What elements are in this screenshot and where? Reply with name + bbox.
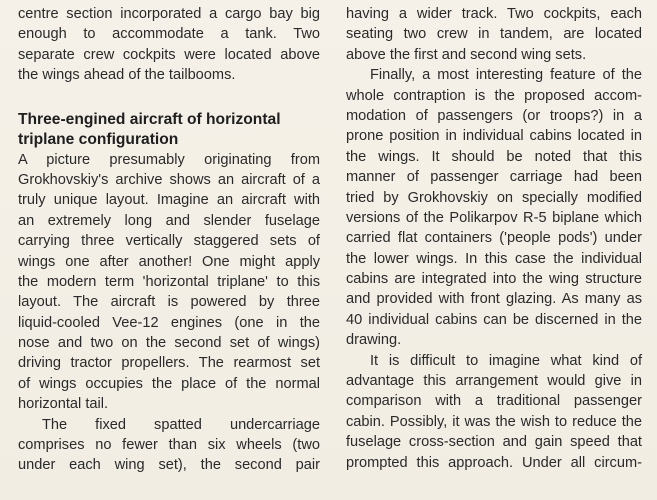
text-line: horizontal tail. <box>18 396 109 413</box>
section-heading <box>18 110 320 150</box>
text-line: driving tractor propellers. The rearmost set <box>18 355 320 372</box>
text-line: separate crew cockpits were located above <box>18 46 320 63</box>
text-line: liquid-cooled Vee-12 engines (one in the <box>18 314 320 331</box>
text-line: an extremely long and slender fuselage <box>18 212 320 229</box>
text-line: nose and two on the second set of wings) <box>18 335 320 352</box>
section-gap <box>18 86 320 110</box>
text-line: the wings. It should be noted that this <box>346 148 642 165</box>
text-line: under each wing set), the second pair <box>18 457 320 474</box>
text-line: enough to accommodate a tank. Two <box>18 26 320 43</box>
heading-line: Three-engined aircraft of horizontal <box>18 110 281 128</box>
text-line: Finally, a most interesting feature of the <box>370 67 642 84</box>
text-line: of wings occupies the place of the normal <box>18 375 320 392</box>
text-line: A picture presumably originating from <box>18 151 320 168</box>
text-line: Grokhovskiy's archive shows an aircraft of a <box>18 171 320 188</box>
text-line: modation of passengers (or troops?) in a <box>346 107 642 124</box>
heading-line: triplane configuration <box>18 130 179 148</box>
text-line: centre section incorporated a cargo bay big <box>18 6 320 22</box>
text-line: and provided with front glazing. As many as <box>346 291 642 308</box>
text-line: carrying three vertically staggered sets of <box>18 233 320 250</box>
text-line: comparison with a traditional passenger <box>346 393 642 410</box>
text-line: having a wider track. Two cockpits, each <box>346 6 642 22</box>
text-line: tried by Grokhovskiy on specially modified <box>346 189 642 206</box>
text-line: layout. The aircraft is powered by three <box>18 294 320 311</box>
text-line: prompted this approach. Under all circum- <box>346 454 642 471</box>
text-line: wings one after another! One might apply <box>18 253 320 270</box>
text-line: whole contraption is the proposed accom- <box>346 87 642 104</box>
text-line: fuselage cross-section and gain speed that <box>346 434 642 451</box>
text-line: the lower wings. In this case the individual <box>346 250 642 267</box>
text-line: above the first and second wing sets. <box>346 46 587 63</box>
text-line: truly unique layout. Imagine an aircraft with <box>18 192 320 209</box>
text-line: prone position in individual cabins located in <box>346 128 642 145</box>
text-line: The fixed spatted undercarriage <box>42 416 320 433</box>
text-line: drawing. <box>346 332 402 349</box>
text-line: advantage this arrangement would give in <box>346 373 642 390</box>
text-line: cabins are integrated into the wing structure <box>346 271 642 288</box>
text-line: carried flat containers ('people pods') under <box>346 230 642 247</box>
left-column <box>18 4 320 476</box>
text-line: the modern term 'horizontal triplane' to this <box>18 273 320 290</box>
text-line: manner of passenger carriage had been <box>346 169 642 186</box>
text-line: versions of the Polikarpov R-5 biplane which <box>346 209 642 226</box>
text-line: It is difficult to imagine what kind of <box>370 352 642 369</box>
text-line: cabin. Possibly, it was the wish to reduce the <box>346 413 642 430</box>
text-line: 40 individual cabins can be discerned in the <box>346 311 642 328</box>
right-column <box>346 4 642 473</box>
text-line: the wings ahead of the tailbooms. <box>18 67 236 84</box>
text-line: seating two crew in tandem, are located <box>346 26 642 43</box>
text-line: comprises no fewer than six wheels (two <box>18 437 320 454</box>
